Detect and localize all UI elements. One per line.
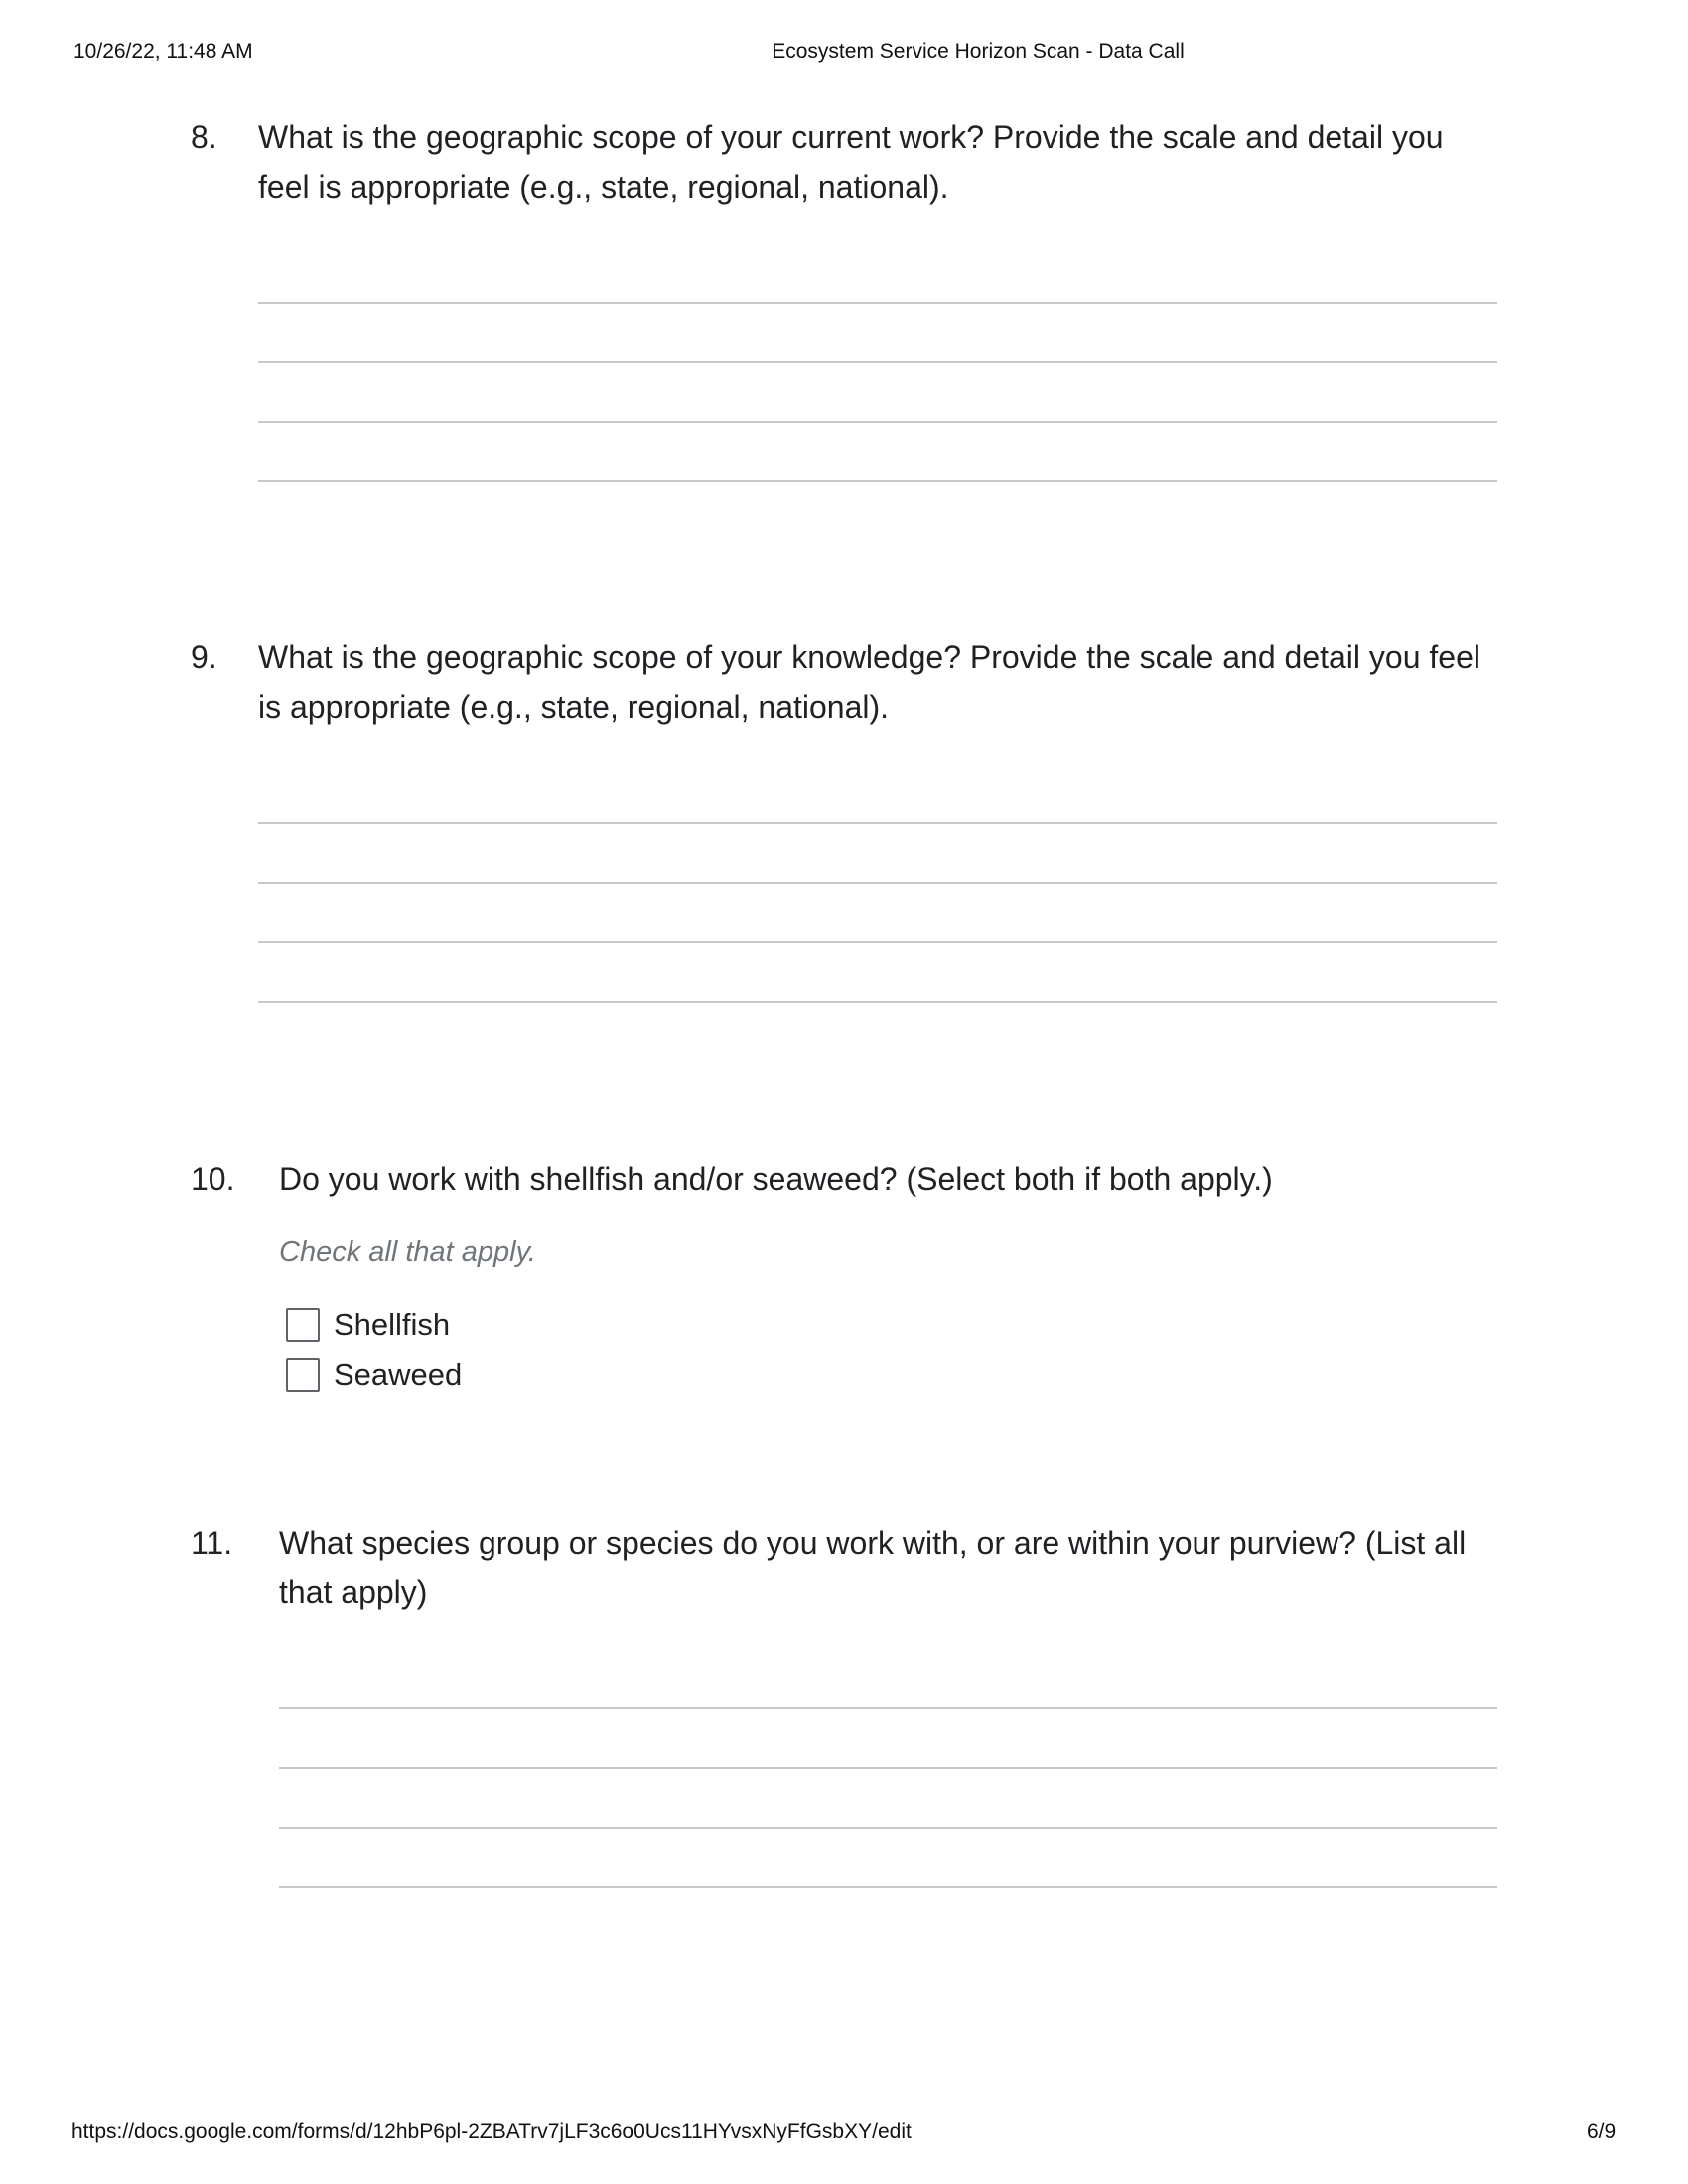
seaweed-label: Seaweed [334,1357,463,1392]
document-title: Ecosystem Service Horizon Scan - Data Call [772,40,1185,63]
answer-line [258,244,1497,304]
question-11-number: 11. [191,1525,233,1561]
answer-line [258,884,1497,943]
shellfish-checkbox[interactable] [286,1308,320,1342]
print-timestamp: 10/26/22, 11:48 AM [73,40,253,63]
question-11-answer-area[interactable] [279,1650,1497,1888]
question-8-text: What is the geographic scope of your current work? Provide the scale and detail you feel is appropriate (e.g., state, regional, national). [258,119,1444,205]
answer-line [258,943,1497,1003]
question-10-text: Do you work with shellfish and/or seaweed? (Select both if both apply.) [279,1161,1273,1197]
shellfish-label: Shellfish [334,1307,451,1342]
answer-line [279,1709,1497,1769]
answer-line [279,1650,1497,1709]
option-shellfish[interactable] [286,1300,462,1350]
answer-line [258,363,1497,423]
question-11-text: What species group or species do you work with, or are within your purview? (List all that apply) [279,1525,1467,1610]
question-8-number: 8. [191,119,217,155]
form-url: https://docs.google.com/forms/d/12hbP6pl-2ZBATrv7jLF3c6o0Ucs11HYvsxNyFfGsbXY/edit [71,2120,912,2143]
question-10-number: 10. [191,1161,235,1197]
seaweed-checkbox[interactable] [286,1358,320,1392]
check-all-hint: Check all that apply. [279,1236,536,1268]
answer-line [258,423,1497,482]
answer-line [258,764,1497,824]
answer-line [258,824,1497,884]
page-number: 6/9 [1587,2120,1617,2143]
answer-line [279,1769,1497,1829]
question-10-options [286,1300,462,1400]
question-9-number: 9. [191,639,217,675]
answer-line [258,304,1497,363]
question-8-answer-area[interactable] [258,244,1497,482]
answer-line [279,1829,1497,1888]
question-9-text: What is the geographic scope of your knowledge? Provide the scale and detail you feel is appropriate (e.g., state, regional, national). [258,639,1480,725]
question-9-answer-area[interactable] [258,764,1497,1003]
option-seaweed[interactable] [286,1350,462,1400]
